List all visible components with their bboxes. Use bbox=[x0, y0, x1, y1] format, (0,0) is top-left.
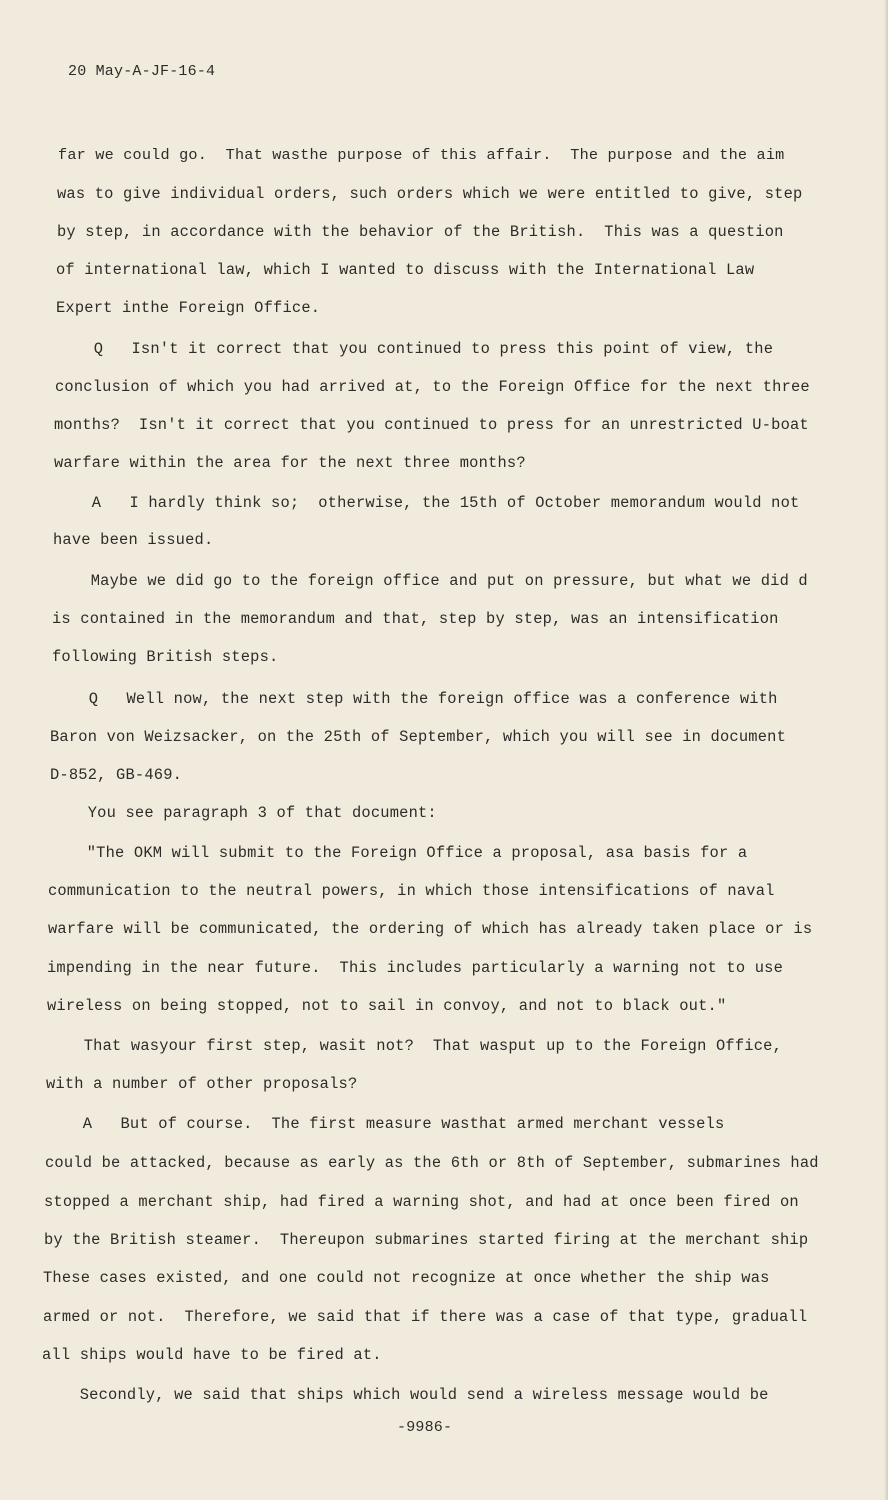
text-line: warfare within the area for the next three months? bbox=[54, 454, 526, 472]
document-reference: 20 May-A-JF-16-4 bbox=[68, 63, 216, 80]
text-line: months? Isn't it correct that you continued to press for an unrestricted U-boat bbox=[54, 416, 809, 434]
text-line: A But of course. The first measure wasthat armed merchant vessels bbox=[45, 1115, 725, 1133]
text-line: Q Isn't it correct that you continued to press this point of view, the bbox=[56, 340, 774, 358]
text-line: is contained in the memorandum and that, step by step, was an intensification bbox=[52, 610, 779, 628]
text-line: impending in the near future. This includes particularly a warning not to use bbox=[47, 959, 783, 977]
text-line: Secondly, we said that ships which would send a wireless message would be bbox=[42, 1386, 769, 1404]
page-number: -9986- bbox=[397, 1419, 453, 1436]
text-line: communication to the neutral powers, in which those intensifications of naval bbox=[48, 882, 775, 900]
text-line: These cases existed, and one could not recognize at once whether the ship was bbox=[43, 1269, 770, 1287]
text-line: warfare will be communicated, the ordering of which has already taken place or is bbox=[48, 920, 813, 938]
text-line: far we could go. That wasthe purpose of this affair. The purpose and the aim bbox=[58, 146, 785, 164]
text-line: armed or not. Therefore, we said that if there was a case of that type, graduall bbox=[43, 1308, 808, 1326]
text-line: could be attacked, because as early as the 6th or 8th of September, submarines had bbox=[45, 1154, 819, 1172]
text-line: all ships would have to be fired at. bbox=[42, 1346, 382, 1364]
text-line: by step, in accordance with the behavior of the British. This was a question bbox=[57, 223, 784, 241]
text-line: You see paragraph 3 of that document: bbox=[50, 804, 437, 822]
text-line: "The OKM will submit to the Foreign Office a proposal, asa basis for a bbox=[49, 844, 748, 862]
text-line: wireless on being stopped, not to sail in convoy, and not to black out." bbox=[47, 997, 727, 1015]
text-line: following British steps. bbox=[52, 648, 279, 666]
text-line: D-852, GB-469. bbox=[50, 766, 183, 784]
text-line: A I hardly think so; otherwise, the 15th of October memorandum would not bbox=[54, 494, 800, 512]
text-line: Baron von Weizsacker, on the 25th of September, which you will see in document bbox=[50, 728, 786, 746]
text-line: Maybe we did go to the foreign office and put on pressure, but what we did d bbox=[53, 572, 808, 590]
text-line: of international law, which I wanted to discuss with the International Law bbox=[56, 261, 755, 279]
text-line: Expert inthe Foreign Office. bbox=[56, 299, 321, 317]
text-line: conclusion of which you had arrived at, to the Foreign Office for the next three bbox=[55, 378, 810, 396]
text-line: by the British steamer. Thereupon submarines started firing at the merchant ship bbox=[44, 1231, 809, 1249]
text-line: with a number of other proposals? bbox=[46, 1075, 358, 1093]
text-line: That wasyour first step, wasit not? That wasput up to the Foreign Office, bbox=[46, 1037, 782, 1055]
text-line: was to give individual orders, such orders which we were entitled to give, step bbox=[57, 185, 803, 203]
text-line: have been issued. bbox=[53, 531, 214, 549]
text-line: stopped a merchant ship, had fired a warning shot, and had at once been fired on bbox=[44, 1193, 799, 1211]
text-line: Q Well now, the next step with the foreign office was a conference with bbox=[51, 690, 778, 708]
